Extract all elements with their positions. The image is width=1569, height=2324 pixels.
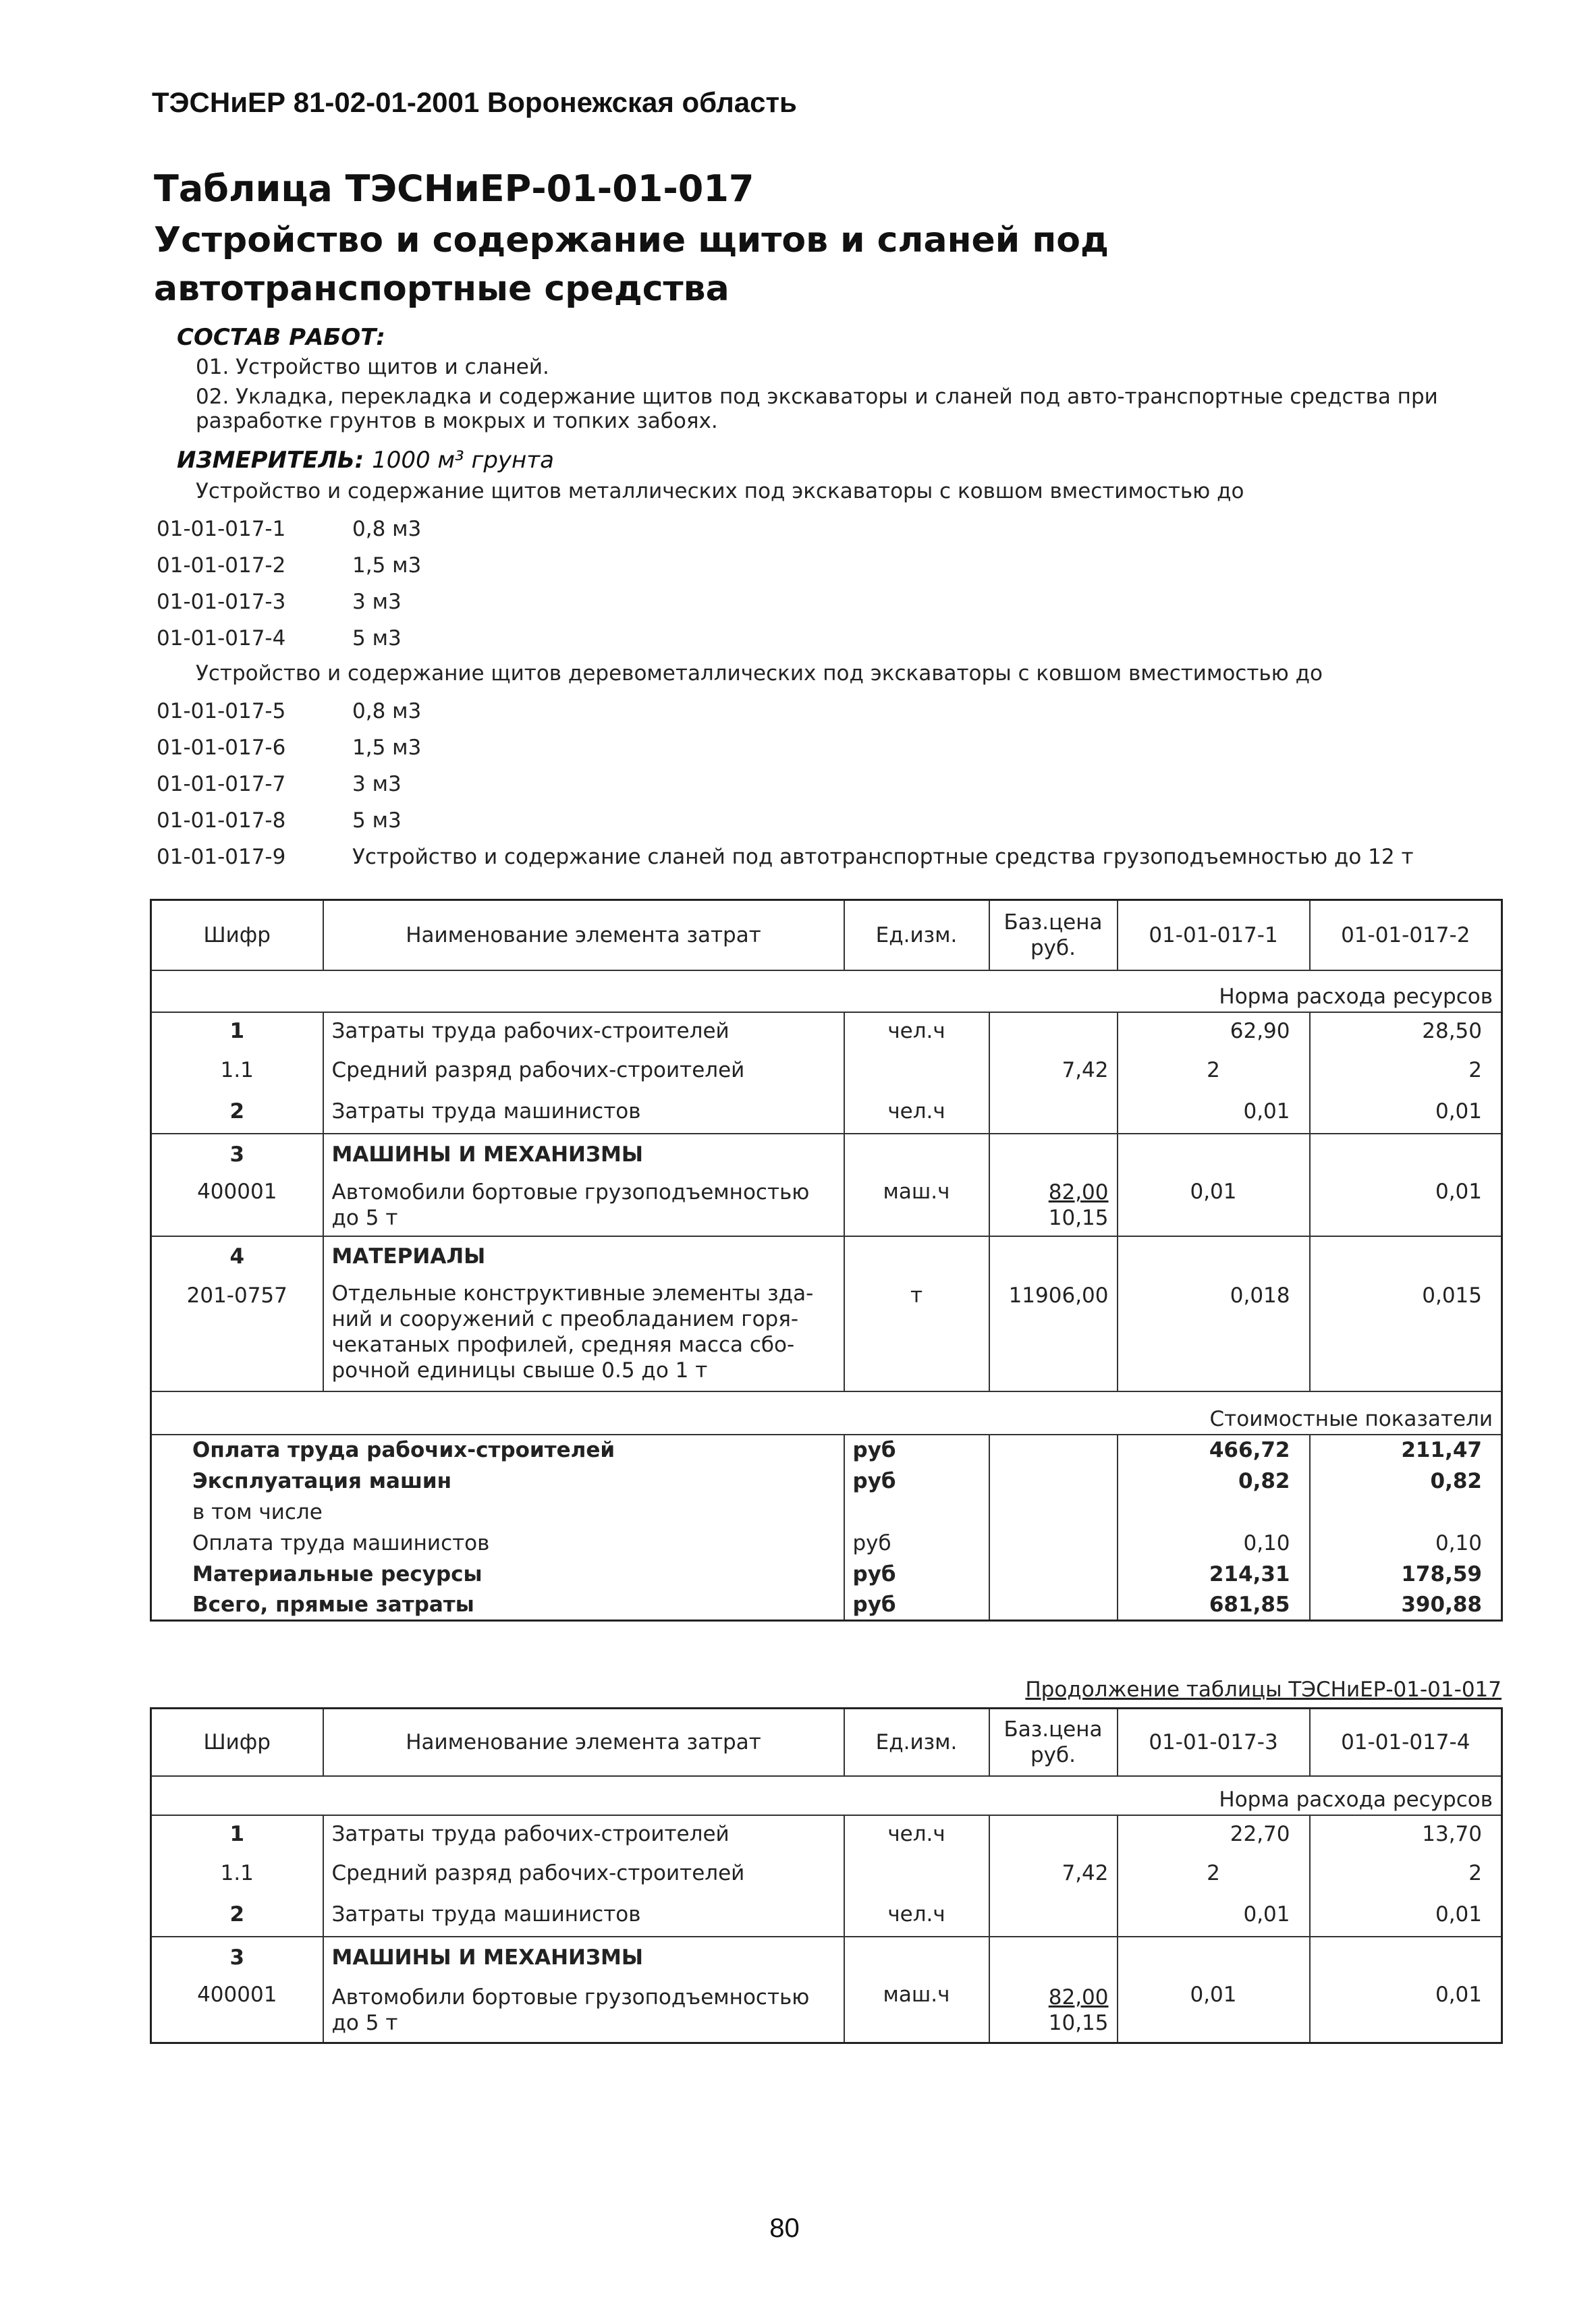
cost-unit: руб	[844, 1435, 989, 1466]
row-name	[323, 1979, 844, 2043]
row-unit: маш.ч	[844, 1175, 989, 1236]
cost-name: Оплата труда машинистов	[192, 1530, 490, 1555]
row-name: МАТЕРИАЛЫ	[323, 1236, 844, 1277]
section-row	[151, 1776, 1502, 1815]
section-cost: Стоимостные показатели	[151, 1391, 1502, 1435]
cost-value-2: 211,47	[1310, 1435, 1502, 1466]
section-norm: Норма расхода ресурсов	[151, 1776, 1502, 1815]
group-row	[151, 1937, 1502, 1979]
table-row	[151, 1277, 1502, 1391]
resource-table-1	[150, 899, 1503, 1622]
cost-unit: руб	[844, 1590, 989, 1621]
item-value: 0,8 м3	[352, 699, 422, 723]
row-value-2: 0,015	[1310, 1277, 1502, 1391]
section-row	[151, 1391, 1502, 1435]
table-row	[151, 1090, 1502, 1134]
item-code: 01-01-017-8	[157, 808, 286, 833]
row-name-line: ний и сооружений с преобладанием горя-	[331, 1306, 799, 1331]
row-name: Затраты труда машинистов	[323, 1090, 844, 1134]
row-price-line: 10,15	[1048, 1206, 1109, 1230]
col-header-name: Наименование элемента затрат	[323, 1709, 844, 1776]
row-value-1: 0,018	[1118, 1277, 1310, 1391]
col-header-variant-3: 01-01-017-3	[1118, 1709, 1310, 1776]
price-header-line-2: руб.	[1030, 1742, 1076, 1767]
cost-value-1: 0,10	[1118, 1528, 1310, 1559]
cost-unit: руб	[844, 1559, 989, 1590]
group-caption-wood-metal: Устройство и содержание щитов деревометаллических под экскаваторы с ковшом вместимостью до	[196, 661, 1323, 686]
group-caption-metal: Устройство и содержание щитов металлических под экскаваторы с ковшом вместимостью до	[196, 479, 1244, 503]
price-header-line-1: Баз.цена	[1003, 1717, 1103, 1742]
row-price: 7,42	[989, 1853, 1118, 1893]
row-value-2: 13,70	[1310, 1815, 1502, 1853]
row-code: 3	[229, 1945, 245, 1970]
row-code: 3	[229, 1142, 245, 1167]
cost-value-1: 0,82	[1118, 1466, 1310, 1497]
row-value-2: 0,01	[1310, 1893, 1502, 1937]
cost-value-1: 466,72	[1118, 1435, 1310, 1466]
cost-value-2: 0,10	[1310, 1528, 1502, 1559]
row-code: 400001	[197, 1982, 277, 2007]
row-value-2: 2	[1310, 1050, 1502, 1090]
cost-row	[151, 1590, 1502, 1621]
measure-label-text: ИЗМЕРИТЕЛЬ:	[177, 447, 364, 474]
row-price	[989, 1815, 1118, 1853]
col-header-unit: Ед.изм.	[844, 1709, 989, 1776]
row-value-1: 0,01	[1118, 1175, 1310, 1236]
row-value-1: 0,01	[1118, 1979, 1310, 2043]
col-header-unit: Ед.изм.	[844, 900, 989, 970]
row-price	[989, 1893, 1118, 1937]
item-code: 01-01-017-2	[157, 553, 286, 578]
price-header-line-2: руб.	[1030, 935, 1076, 960]
row-price-line: 82,00	[1048, 1180, 1109, 1205]
group-row	[151, 1236, 1502, 1277]
cost-name: Материальные ресурсы	[192, 1561, 483, 1586]
price-header-line-1: Баз.цена	[1003, 910, 1103, 935]
row-code: 2	[151, 1090, 323, 1134]
measure-value: 1000 м³ грунта	[372, 447, 554, 474]
row-name-line: рочной единицы свыше 0.5 до 1 т	[331, 1358, 708, 1383]
row-name-line: Автомобили бортовые грузоподъемностью	[331, 1985, 810, 2010]
row-code: 1.1	[220, 1057, 254, 1082]
row-code: 1	[229, 1019, 245, 1043]
col-header-price	[989, 1709, 1118, 1776]
table-row	[151, 1012, 1502, 1050]
row-value-2: 0,01	[1310, 1175, 1502, 1236]
col-header-code: Шифр	[151, 1709, 323, 1776]
table-subtitle: Устройство и содержание щитов и сланей под автотранспортные средства	[154, 220, 1109, 309]
row-price	[989, 1979, 1118, 2043]
item-code: 01-01-017-1	[157, 517, 286, 541]
cost-name: Эксплуатация машин	[192, 1468, 452, 1493]
item-value: 0,8 м3	[352, 517, 422, 541]
row-price: 11906,00	[989, 1277, 1118, 1391]
group-row	[151, 1134, 1502, 1175]
row-name: Затраты труда машинистов	[323, 1893, 844, 1937]
cost-row	[151, 1466, 1502, 1497]
row-name-line: Автомобили бортовые грузоподъемностью	[331, 1180, 810, 1205]
row-code: 4	[229, 1244, 245, 1269]
col-header-name: Наименование элемента затрат	[323, 900, 844, 970]
cost-unit: руб	[844, 1528, 989, 1559]
item-value: 1,5 м3	[352, 553, 422, 578]
row-code: 1	[229, 1822, 245, 1846]
row-value-1: 62,90	[1118, 1012, 1310, 1050]
row-name-line: до 5 т	[331, 1206, 398, 1230]
row-code: 2	[151, 1893, 323, 1937]
row-value-2: 2	[1310, 1853, 1502, 1893]
item-value: 5 м3	[352, 808, 402, 833]
table-row	[151, 1815, 1502, 1853]
resource-table-2	[150, 1707, 1503, 2044]
document-header: ТЭСНиЕР 81-02-01-2001 Воронежская область	[152, 86, 797, 118]
row-unit: чел.ч	[844, 1012, 989, 1050]
item-value: Устройство и содержание сланей под автотранспортные средства грузоподъемностью до 12 т	[352, 845, 1414, 869]
item-value: 1,5 м3	[352, 736, 422, 760]
cost-name: Оплата труда рабочих-строителей	[192, 1438, 615, 1462]
row-price	[989, 1175, 1118, 1236]
table-row	[151, 1050, 1502, 1090]
work-item-1: 01. Устройство щитов и сланей.	[196, 355, 549, 379]
section-norm: Норма расхода ресурсов	[151, 970, 1502, 1012]
row-unit	[844, 1050, 989, 1090]
row-name	[323, 1175, 844, 1236]
item-value: 5 м3	[352, 626, 402, 651]
item-code: 01-01-017-3	[157, 590, 286, 614]
row-unit: чел.ч	[844, 1815, 989, 1853]
col-header-price	[989, 900, 1118, 970]
cost-unit: руб	[844, 1466, 989, 1497]
cost-value-2: 178,59	[1310, 1559, 1502, 1590]
works-label: СОСТАВ РАБОТ:	[177, 324, 385, 351]
item-value: 3 м3	[352, 772, 402, 796]
row-code: 400001	[151, 1175, 323, 1236]
table-row	[151, 1853, 1502, 1893]
row-name: Затраты труда рабочих-строителей	[323, 1012, 844, 1050]
item-code: 01-01-017-5	[157, 699, 286, 723]
page-number: 80	[769, 2213, 800, 2243]
row-unit: маш.ч	[844, 1979, 989, 2043]
row-name	[323, 1277, 844, 1391]
cost-value-2: 390,88	[1310, 1590, 1502, 1621]
table-header-row	[151, 1709, 1502, 1776]
continuation-caption: Продолжение таблицы ТЭСНиЕР-01-01-017	[1025, 1678, 1502, 1702]
row-value-1: 0,01	[1118, 1090, 1310, 1134]
row-price-line: 10,15	[1048, 2010, 1109, 2035]
row-name: Средний разряд рабочих-строителей	[323, 1853, 844, 1893]
cost-row	[151, 1528, 1502, 1559]
row-value-1: 0,01	[1118, 1893, 1310, 1937]
table-title: Таблица ТЭСНиЕР-01-01-017	[154, 167, 754, 210]
row-unit	[844, 1853, 989, 1893]
row-code: 1.1	[220, 1860, 254, 1885]
table-row	[151, 1893, 1502, 1937]
col-header-variant-2: 01-01-017-2	[1310, 900, 1502, 970]
row-unit: чел.ч	[844, 1090, 989, 1134]
col-header-code: Шифр	[151, 900, 323, 970]
row-name-line: до 5 т	[331, 2010, 398, 2035]
row-unit: чел.ч	[844, 1893, 989, 1937]
table-row	[151, 1979, 1502, 2043]
row-name-line: Отдельные конструктивные элементы зда-	[331, 1281, 814, 1306]
row-name: МАШИНЫ И МЕХАНИЗМЫ	[323, 1937, 844, 1979]
cost-row	[151, 1559, 1502, 1590]
row-price-line: 82,00	[1048, 1985, 1109, 2010]
row-unit: т	[844, 1277, 989, 1391]
cost-value-1: 681,85	[1118, 1590, 1310, 1621]
row-value-1: 2	[1118, 1853, 1310, 1893]
cost-value-1: 214,31	[1118, 1559, 1310, 1590]
row-name: Затраты труда рабочих-строителей	[323, 1815, 844, 1853]
item-code: 01-01-017-9	[157, 845, 286, 869]
work-item-2: 02. Укладка, перекладка и содержание щитов под экскаваторы и сланей под авто-транспортные средства при разработке грунтов в мокрых и топких забоях.	[196, 385, 1438, 433]
row-value-2: 0,01	[1310, 1090, 1502, 1134]
cost-name: Всего, прямые затраты	[192, 1592, 474, 1617]
item-code: 01-01-017-7	[157, 772, 286, 796]
table-row	[151, 1175, 1502, 1236]
cost-row	[151, 1497, 1502, 1528]
item-code: 01-01-017-6	[157, 736, 286, 760]
table-header-row	[151, 900, 1502, 970]
row-price	[989, 1012, 1118, 1050]
row-name: Средний разряд рабочих-строителей	[323, 1050, 844, 1090]
row-value-1: 22,70	[1118, 1815, 1310, 1853]
row-price: 7,42	[989, 1050, 1118, 1090]
row-code: 201-0757	[151, 1277, 323, 1391]
item-code: 01-01-017-4	[157, 626, 286, 651]
row-value-2: 28,50	[1310, 1012, 1502, 1050]
section-row	[151, 970, 1502, 1012]
row-value-2: 0,01	[1310, 1979, 1502, 2043]
row-name-line: чекатаных профилей, средняя масса сбо-	[331, 1332, 795, 1357]
row-name: МАШИНЫ И МЕХАНИЗМЫ	[323, 1134, 844, 1175]
col-header-variant-1: 01-01-017-1	[1118, 900, 1310, 970]
col-header-variant-4: 01-01-017-4	[1310, 1709, 1502, 1776]
measure-label	[177, 447, 554, 474]
item-value: 3 м3	[352, 590, 402, 614]
cost-name: в том числе	[192, 1499, 323, 1524]
cost-value-2: 0,82	[1310, 1466, 1502, 1497]
row-value-1: 2	[1118, 1050, 1310, 1090]
cost-row	[151, 1435, 1502, 1466]
row-price	[989, 1090, 1118, 1134]
